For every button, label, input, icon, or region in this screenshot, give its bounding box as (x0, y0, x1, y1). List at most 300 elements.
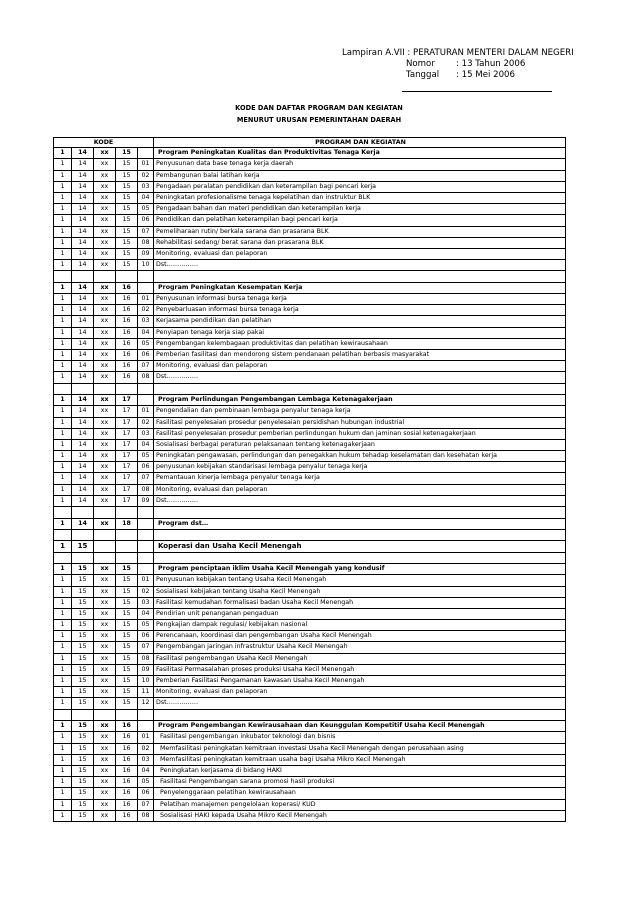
table-row (53, 204, 566, 215)
kode-skpd-cell: xx (93, 372, 115, 382)
kode-bidang-cell: 14 (71, 339, 93, 349)
kode-kegiatan-cell (137, 564, 153, 574)
kegiatan-cell: Peningkatan profesionalisme tenaga kepelatihan dan instruktur BLK (153, 193, 566, 203)
empty-cell (153, 553, 566, 564)
blank-row (53, 710, 566, 722)
table-row (53, 260, 566, 271)
kode-bidang-cell: 15 (71, 575, 93, 585)
kode-program-cell: 15 (115, 575, 137, 585)
kode-program-cell: 15 (115, 665, 137, 675)
empty-cell (153, 384, 566, 395)
kode-urusan-cell: 1 (53, 316, 71, 326)
kode-kegiatan-cell (137, 148, 153, 158)
kode-urusan-cell: 1 (53, 193, 71, 203)
kegiatan-cell: Pendidikan dan pelatihan keterampilan bagi pencari kerja (153, 215, 566, 225)
kode-kegiatan-cell: 06 (137, 215, 153, 225)
kode-kegiatan-cell: 03 (137, 598, 153, 608)
kegiatan-cell: Fasilitasi pengembangan Usaha Kecil Menengah (153, 654, 566, 664)
kegiatan-cell: Monitoring, evaluasi dan pelaporan (153, 249, 566, 259)
kode-kegiatan-cell: 01 (137, 406, 153, 416)
kode-urusan-cell: 1 (53, 361, 71, 371)
kode-skpd-cell: xx (93, 361, 115, 371)
kode-kegiatan-cell: 02 (137, 744, 153, 754)
kode-bidang-cell: 14 (71, 440, 93, 450)
table-row (53, 800, 566, 811)
kode-program-cell: 18 (115, 519, 137, 529)
kode-kegiatan-cell: 06 (137, 631, 153, 641)
kode-program-cell: 15 (115, 631, 137, 641)
kode-program-cell (115, 541, 137, 551)
kegiatan-cell: Kerjasama pendidikan dan pelatihan (153, 316, 566, 326)
kode-urusan-cell: 1 (53, 429, 71, 439)
kegiatan-cell: Pengadaan peralatan pendidikan dan keterampilan bagi pencari kerja (153, 182, 566, 192)
kode-skpd-cell: xx (93, 788, 115, 798)
kode-bidang-cell: 15 (71, 620, 93, 630)
kode-urusan-cell: 1 (53, 777, 71, 787)
kode-kegiatan-cell: 03 (137, 755, 153, 765)
table-row (53, 182, 566, 193)
kode-program-cell: 17 (115, 440, 137, 450)
empty-cell (53, 710, 71, 721)
kode-skpd-cell: xx (93, 620, 115, 630)
kode-skpd-cell: xx (93, 575, 115, 585)
kode-skpd-cell: xx (93, 395, 115, 405)
kode-program-cell: 16 (115, 788, 137, 798)
kode-bidang-cell: 14 (71, 182, 93, 192)
kode-urusan-cell: 1 (53, 249, 71, 259)
kode-kegiatan-cell (137, 519, 153, 529)
kegiatan-cell: Dst…………… (153, 496, 566, 506)
kode-program-cell: 17 (115, 418, 137, 428)
empty-cell (153, 710, 566, 721)
kode-urusan-cell: 1 (53, 462, 71, 472)
kode-kegiatan-cell: 10 (137, 260, 153, 270)
kegiatan-cell: penyusunan kebijakan standarisasi lembaga penyalur tenaga kerja (153, 462, 566, 472)
kode-urusan-cell: 1 (53, 159, 71, 169)
kode-urusan-cell: 1 (53, 440, 71, 450)
document-subtitle: MENURUT URUSAN PEMERINTAHAN DAERAH (236, 116, 402, 124)
empty-cell (71, 710, 93, 721)
empty-cell (93, 710, 115, 721)
kegiatan-cell: Monitoring, evaluasi dan pelaporan (153, 687, 566, 697)
kegiatan-cell: Pengkajian dampak regulasi/ kebijakan nasional (153, 620, 566, 630)
table-row (53, 777, 566, 788)
kode-kegiatan-cell: 05 (137, 777, 153, 787)
kegiatan-cell: Penyiapan tenaga kerja siap pakai (153, 328, 566, 338)
header-line-1: Lampiran A.VII : PERATURAN MENTERI DALAM NEGERI (342, 48, 574, 58)
kode-program-cell: 16 (115, 283, 137, 293)
table-row (53, 687, 566, 698)
kode-kegiatan-cell: 05 (137, 204, 153, 214)
kode-urusan-cell: 1 (53, 698, 71, 708)
empty-cell (115, 384, 137, 395)
kode-skpd-cell: xx (93, 800, 115, 810)
kegiatan-cell: Penyebarluasan informasi bursa tenaga kerja (153, 305, 566, 315)
kode-kegiatan-cell: 05 (137, 451, 153, 461)
kode-bidang-cell: 14 (71, 305, 93, 315)
program-header: PROGRAM DAN KEGIATAN (153, 138, 566, 147)
kode-program-cell: 15 (115, 238, 137, 248)
kegiatan-cell: Monitoring, evaluasi dan pelaporan (153, 485, 566, 495)
kode-skpd-cell: xx (93, 339, 115, 349)
empty-cell (115, 507, 137, 518)
kode-bidang-cell: 15 (71, 744, 93, 754)
blank-row (53, 271, 566, 283)
kode-kegiatan-cell: 04 (137, 440, 153, 450)
kegiatan-cell: Pemberian Fasilitasi Pengamanan kawasan Usaha Kecil Menengah (153, 676, 566, 686)
kode-kegiatan-cell: 07 (137, 642, 153, 652)
kode-kegiatan-cell: 07 (137, 227, 153, 237)
kode-urusan-cell: 1 (53, 204, 71, 214)
kode-bidang-cell: 15 (71, 631, 93, 641)
table-row (53, 676, 566, 687)
kegiatan-cell: Fasilitasi penyelesaian prosedur pemberian perlindungan hukum dan jaminan sosial ketenagakerjaan (153, 429, 566, 439)
kegiatan-cell: Fasilitasi kemudahan formalisasi badan Usaha Kecil Menengah (153, 598, 566, 608)
table-row (53, 148, 566, 159)
table-row (53, 418, 566, 429)
kode-kegiatan-cell: 01 (137, 294, 153, 304)
kode-kegiatan-cell: 08 (137, 372, 153, 382)
kode-bidang-cell: 15 (71, 609, 93, 619)
kode-bidang-cell: 15 (71, 732, 93, 742)
document-title: KODE DAN DAFTAR PROGRAM DAN KEGIATAN (235, 104, 403, 112)
program-title-cell: Program dst… (153, 519, 566, 529)
kode-bidang-cell: 14 (71, 215, 93, 225)
kode-program-cell: 15 (115, 598, 137, 608)
table-row (53, 642, 566, 653)
kode-bidang-cell: 15 (71, 598, 93, 608)
kode-program-cell: 16 (115, 766, 137, 776)
kegiatan-cell: Perencanaan, koordinasi dan pengembangan Usaha Kecil Menengah (153, 631, 566, 641)
kode-urusan-cell: 1 (53, 283, 71, 293)
kode-bidang-cell: 15 (71, 642, 93, 652)
kode-skpd-cell: xx (93, 732, 115, 742)
kode-program-cell: 15 (115, 249, 137, 259)
kode-bidang-cell: 14 (71, 294, 93, 304)
table-row (53, 564, 566, 575)
kode-kegiatan-cell (137, 721, 153, 731)
kode-skpd-cell: xx (93, 496, 115, 506)
kode-skpd-cell: xx (93, 182, 115, 192)
kode-urusan-cell: 1 (53, 642, 71, 652)
table-row (53, 620, 566, 631)
kode-skpd-cell: xx (93, 429, 115, 439)
empty-cell (71, 553, 93, 564)
kode-program-cell: 16 (115, 361, 137, 371)
kegiatan-cell: Penyusunan informasi bursa tenaga kerja (153, 294, 566, 304)
kode-urusan-cell: 1 (53, 687, 71, 697)
kode-kegiatan-cell: 07 (137, 473, 153, 483)
blank-row (53, 384, 566, 396)
empty-cell (53, 530, 71, 541)
table-header (53, 137, 566, 148)
table-row (53, 665, 566, 676)
kode-urusan-cell: 1 (53, 451, 71, 461)
table-row (53, 429, 566, 440)
table-row (53, 698, 566, 709)
kode-skpd-cell: xx (93, 462, 115, 472)
kode-urusan-cell: 1 (53, 215, 71, 225)
kode-bidang-cell: 14 (71, 204, 93, 214)
kode-bidang-cell: 14 (71, 496, 93, 506)
empty-cell (137, 553, 153, 564)
empty-cell (153, 530, 566, 541)
kode-program-cell: 16 (115, 305, 137, 315)
kode-skpd-cell: xx (93, 305, 115, 315)
table-row (53, 361, 566, 372)
kode-urusan-cell: 1 (53, 744, 71, 754)
kode-skpd-cell: xx (93, 451, 115, 461)
kode-urusan-cell: 1 (53, 575, 71, 585)
table-row (53, 372, 566, 383)
signature-line (402, 91, 552, 92)
kode-urusan-cell: 1 (53, 654, 71, 664)
kode-kegiatan-cell: 01 (137, 159, 153, 169)
program-title-cell: Koperasi dan Usaha Kecil Menengah (153, 541, 566, 551)
kode-skpd-cell: xx (93, 283, 115, 293)
kode-bidang-cell: 15 (71, 800, 93, 810)
kegiatan-cell: Dst…………… (153, 698, 566, 708)
kode-skpd-cell: xx (93, 204, 115, 214)
table-row (53, 249, 566, 260)
tanggal-label: Tanggal (406, 70, 440, 80)
kode-skpd-cell: xx (93, 227, 115, 237)
kode-program-cell: 17 (115, 462, 137, 472)
kode-program-cell: 16 (115, 316, 137, 326)
kode-skpd-cell: xx (93, 631, 115, 641)
kode-program-cell: 15 (115, 698, 137, 708)
table-row (53, 609, 566, 620)
table-body (53, 148, 566, 822)
kode-urusan-cell: 1 (53, 372, 71, 382)
kode-bidang-cell: 15 (71, 687, 93, 697)
kegiatan-cell: Pembangunan balai latihan kerja (153, 171, 566, 181)
kode-skpd-cell: xx (93, 519, 115, 529)
table-row (53, 238, 566, 249)
kode-program-cell: 16 (115, 328, 137, 338)
kode-skpd-cell: xx (93, 328, 115, 338)
kode-program-cell: 16 (115, 339, 137, 349)
kode-skpd-cell: xx (93, 766, 115, 776)
kegiatan-cell: Monitoring, evaluasi dan pelaporan (153, 361, 566, 371)
kode-skpd-cell: xx (93, 654, 115, 664)
kode-program-cell: 15 (115, 215, 137, 225)
table-row (53, 587, 566, 598)
kegiatan-cell: Rehabilitasi sedang/ berat sarana dan prasarana BLK (153, 238, 566, 248)
kode-urusan-cell: 1 (53, 238, 71, 248)
header-nomor (342, 59, 574, 70)
kode-kegiatan-cell (137, 541, 153, 551)
kode-bidang-cell: 14 (71, 451, 93, 461)
table-row (53, 406, 566, 417)
header-tanggal (342, 70, 574, 81)
kegiatan-cell: Dst…………… (153, 372, 566, 382)
table-row (53, 462, 566, 473)
kode-urusan-cell: 1 (53, 665, 71, 675)
kode-program-cell: 15 (115, 182, 137, 192)
kode-skpd-cell: xx (93, 406, 115, 416)
empty-cell (115, 553, 137, 564)
kode-kegiatan-cell: 06 (137, 462, 153, 472)
kode-skpd-cell: xx (93, 350, 115, 360)
kegiatan-cell: Pemeliharaan rutin/ berkala sarana dan prasarana BLK (153, 227, 566, 237)
kegiatan-cell: Pelatihan manajemen pengelolaan koperasi/ KUD (153, 800, 566, 810)
kode-urusan-cell: 1 (53, 496, 71, 506)
kode-bidang-cell: 15 (71, 755, 93, 765)
table-row (53, 283, 566, 294)
kode-skpd-cell (93, 541, 115, 551)
kode-skpd-cell: xx (93, 642, 115, 652)
empty-cell (137, 710, 153, 721)
table-row (53, 159, 566, 170)
empty-cell (71, 271, 93, 282)
kode-urusan-cell: 1 (53, 328, 71, 338)
kode-urusan-cell: 1 (53, 811, 71, 821)
kode-program-cell: 15 (115, 676, 137, 686)
kode-bidang-cell: 14 (71, 159, 93, 169)
kode-kegiatan-cell: 07 (137, 800, 153, 810)
kode-program-cell: 17 (115, 429, 137, 439)
kode-skpd-cell: xx (93, 755, 115, 765)
kode-skpd-cell: xx (93, 260, 115, 270)
kode-kegiatan-cell (137, 283, 153, 293)
kode-bidang-cell: 15 (71, 587, 93, 597)
table-row (53, 395, 566, 406)
kode-bidang-cell: 14 (71, 462, 93, 472)
kegiatan-cell: Fasilitasi pengembangan inkubator teknologi dan bisnis (153, 732, 566, 742)
kode-program-cell: 15 (115, 642, 137, 652)
kode-program-cell: 17 (115, 395, 137, 405)
kode-bidang-cell: 15 (71, 698, 93, 708)
empty-cell (71, 384, 93, 395)
kode-urusan-cell: 1 (53, 788, 71, 798)
kegiatan-cell: Dst…………… (153, 260, 566, 270)
table-row (53, 473, 566, 484)
kegiatan-cell: Pengembangan kelembagaan produktivitas dan pelatihan kewirausahaan (153, 339, 566, 349)
kode-kegiatan-cell: 03 (137, 182, 153, 192)
table-row (53, 316, 566, 327)
kode-bidang-cell: 14 (71, 227, 93, 237)
kode-kegiatan-cell: 09 (137, 665, 153, 675)
kode-bidang-cell: 15 (71, 541, 93, 551)
kode-bidang-cell: 14 (71, 260, 93, 270)
kode-bidang-cell: 14 (71, 429, 93, 439)
kode-skpd-cell: xx (93, 418, 115, 428)
kode-bidang-cell: 14 (71, 171, 93, 181)
kode-bidang-cell: 15 (71, 654, 93, 664)
kode-skpd-cell: xx (93, 598, 115, 608)
table-row (53, 732, 566, 743)
kode-kegiatan-cell (137, 395, 153, 405)
nomor-label: Nomor (406, 59, 435, 69)
kode-kegiatan-cell: 05 (137, 339, 153, 349)
empty-cell (71, 530, 93, 541)
kode-urusan-cell: 1 (53, 800, 71, 810)
kode-kegiatan-cell: 11 (137, 687, 153, 697)
kode-bidang-cell: 14 (71, 193, 93, 203)
empty-cell (93, 271, 115, 282)
kode-program-cell: 16 (115, 294, 137, 304)
kode-skpd-cell: xx (93, 777, 115, 787)
kode-program-cell: 16 (115, 811, 137, 821)
kode-program-cell: 15 (115, 654, 137, 664)
kode-bidang-cell: 14 (71, 361, 93, 371)
kode-program-cell: 15 (115, 564, 137, 574)
kode-bidang-cell: 14 (71, 372, 93, 382)
kode-urusan-cell: 1 (53, 260, 71, 270)
table-row (53, 215, 566, 226)
kode-kegiatan-cell: 10 (137, 676, 153, 686)
kode-urusan-cell: 1 (53, 148, 71, 158)
table-row (53, 744, 566, 755)
kode-header: KODE (53, 138, 153, 147)
kode-skpd-cell: xx (93, 440, 115, 450)
empty-cell (53, 553, 71, 564)
kode-urusan-cell: 1 (53, 395, 71, 405)
kode-bidang-cell: 14 (71, 350, 93, 360)
kode-kegiatan-cell: 06 (137, 350, 153, 360)
kegiatan-cell: Memfasilitasi peningkatan kemitraan usaha bagi Usaha Mikro Kecil Menengah (153, 755, 566, 765)
empty-cell (93, 384, 115, 395)
kode-program-cell: 16 (115, 732, 137, 742)
table-row (53, 227, 566, 238)
table-row (53, 519, 566, 530)
kode-urusan-cell: 1 (53, 598, 71, 608)
kode-program-cell: 16 (115, 755, 137, 765)
kode-skpd-cell: xx (93, 171, 115, 181)
kode-program-cell: 15 (115, 148, 137, 158)
kode-urusan-cell: 1 (53, 473, 71, 483)
kode-program-cell: 15 (115, 204, 137, 214)
kode-kegiatan-cell: 03 (137, 429, 153, 439)
kode-program-cell: 17 (115, 473, 137, 483)
program-title-cell: Program Pengembangan Kewirausahaan dan Keunggulan Kompetitif Usaha Kecil Menengah (153, 721, 566, 731)
kegiatan-cell: Sosialisasi kebijakan tentang Usaha Kecil Menengah (153, 587, 566, 597)
kode-skpd-cell: xx (93, 564, 115, 574)
kode-kegiatan-cell: 08 (137, 654, 153, 664)
kode-skpd-cell: xx (93, 215, 115, 225)
empty-cell (53, 384, 71, 395)
empty-cell (93, 507, 115, 518)
kode-kegiatan-cell: 02 (137, 171, 153, 181)
empty-cell (53, 271, 71, 282)
kode-program-cell: 15 (115, 609, 137, 619)
kode-bidang-cell: 15 (71, 788, 93, 798)
kode-bidang-cell: 14 (71, 328, 93, 338)
table-row (53, 654, 566, 665)
kode-bidang-cell: 14 (71, 473, 93, 483)
kode-program-cell: 16 (115, 721, 137, 731)
kode-program-cell: 17 (115, 485, 137, 495)
kode-kegiatan-cell: 04 (137, 609, 153, 619)
blank-row (53, 507, 566, 519)
kode-bidang-cell: 14 (71, 395, 93, 405)
kode-program-cell: 16 (115, 777, 137, 787)
kode-urusan-cell: 1 (53, 620, 71, 630)
kegiatan-cell: Fasilitasi penyelesaian prosedur penyelesaian persidishan hubungan industrial (153, 418, 566, 428)
kode-program-cell: 17 (115, 406, 137, 416)
kode-kegiatan-cell: 01 (137, 732, 153, 742)
kode-skpd-cell: xx (93, 811, 115, 821)
kegiatan-cell: Fasilitasi Pengembangan sarana promosi hasil produksi (153, 777, 566, 787)
program-title-cell: Program Peningkatan Kualitas dan Produktivitas Tenaga Kerja (153, 148, 566, 158)
kegiatan-cell: Pengadaan bahan dan materi pendidikan dan keterampilan kerja (153, 204, 566, 214)
empty-cell (137, 271, 153, 282)
table-row (53, 485, 566, 496)
kegiatan-cell: Penyusunan kebijakan tentang Usaha Kecil Menengah (153, 575, 566, 585)
kode-program-cell: 15 (115, 687, 137, 697)
kode-bidang-cell: 14 (71, 418, 93, 428)
